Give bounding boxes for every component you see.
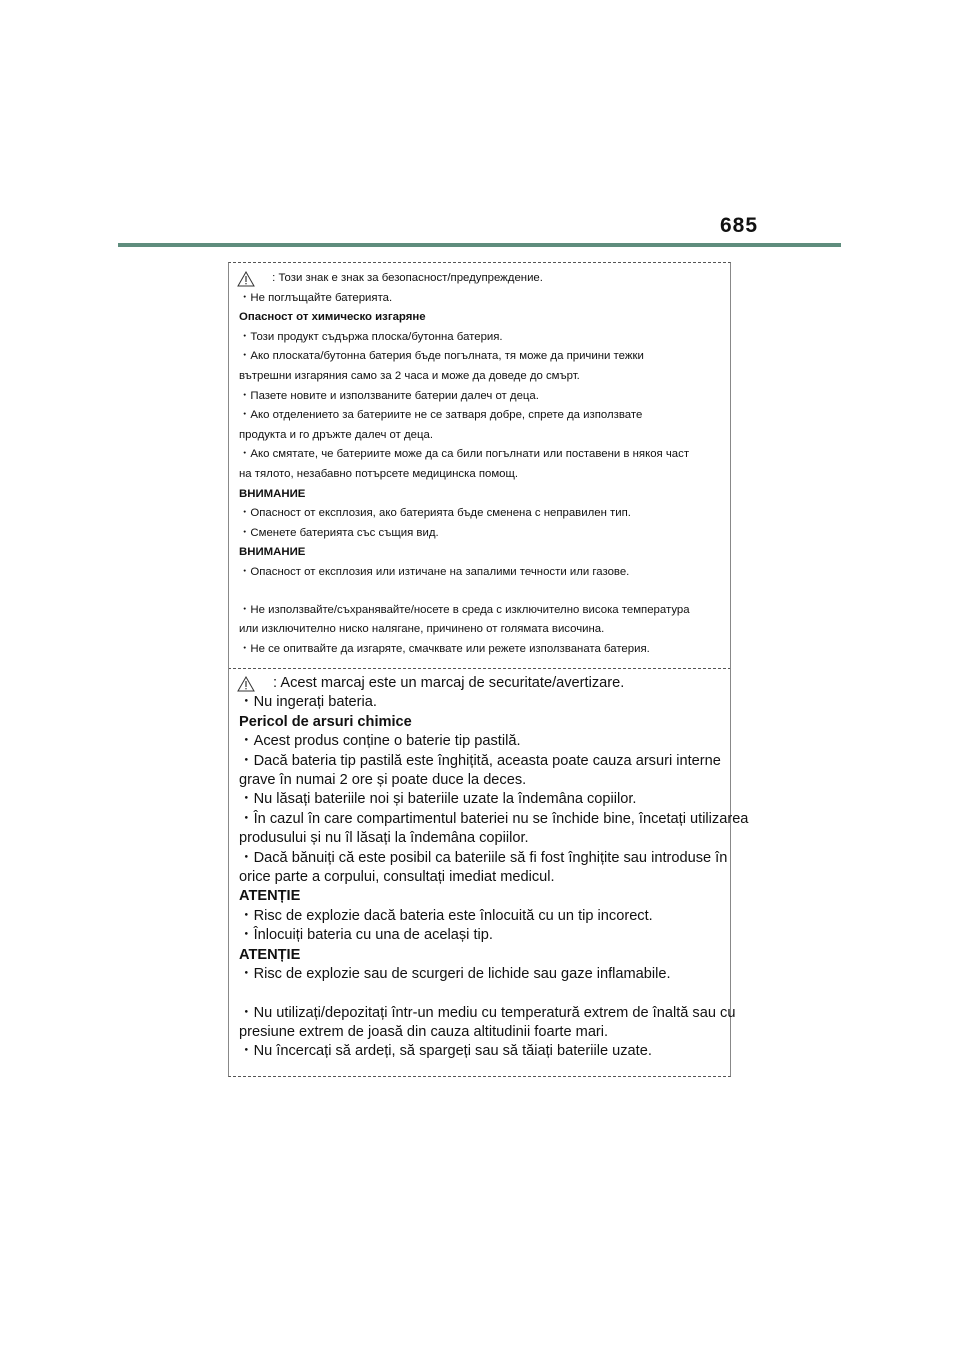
bg-line: или изключително ниско налягане, причинено от голямата височина. — [239, 623, 605, 636]
ro-line: orice parte a corpului, consultați imediat medicul. — [239, 869, 555, 886]
page-number: 685 — [720, 214, 759, 237]
ro-heading: ATENȚIE — [239, 946, 301, 963]
ro-spacer — [239, 985, 720, 1004]
bg-spacer — [239, 583, 720, 601]
bg-line: вътрешни изгаряния само за 2 часа и може да доведе до смърт. — [239, 369, 580, 382]
ro-heading: ATENȚIE — [239, 888, 301, 905]
ro-line: ・Dacă bănuiți că este posibil ca bateriile să fi fost înghițite sau introduse în — [239, 849, 728, 866]
bg-line: ・Не се опитвайте да изгаряте, смачквате или режете използваната батерия. — [239, 642, 650, 655]
bg-line: ・Опасност от експлозия или изтичане на запалими течности или газове. — [239, 565, 630, 578]
romanian-safety-notice — [228, 668, 749, 1077]
ro-line: presiune extrem de joasă din cauza altitudinii foarte mari. — [239, 1023, 609, 1040]
bg-line: ・Ако плоската/бутонна батерия бъде погълната, тя може да причини тежки — [239, 350, 644, 363]
ro-line: produsului și nu îl lăsați la îndemâna copiilor. — [239, 830, 529, 847]
ro-line: ・Nu încercați să ardeți, să spargeți sau să tăiați bateriile uzate. — [239, 1043, 652, 1060]
ro-line: ・Acest produs conține o baterie tip pastilă. — [239, 733, 521, 750]
bg-line: ・Сменете батерията със същия вид. — [239, 526, 439, 539]
ro-line: ・Dacă bateria tip pastilă este înghițită, aceasta poate cauza arsuri interne — [239, 752, 721, 769]
ro-line: ・Nu lăsați bateriile noi și bateriile uzate la îndemâna copiilor. — [239, 791, 637, 808]
bg-line: продукта и го дръжте далеч от деца. — [239, 428, 434, 441]
bulgarian-warning-line — [239, 269, 720, 289]
bg-line: ・Ако отделението за батериите не се затваря добре, спрете да използвате — [239, 409, 643, 422]
bg-line: ・Пазете новите и използваните батерии далеч от деца. — [239, 389, 539, 402]
bg-line: ・Опасност от експлозия, ако батерията бъде сменена с неправилен тип. — [239, 507, 631, 520]
bg-heading: Опасност от химическо изгаряне — [239, 311, 426, 324]
bg-line: ・Не използвайте/съхранявайте/носете в среда с изключително висока температура — [239, 603, 690, 616]
romanian-warning-label: : Acest marcaj este un marcaj de securitate/avertizare. — [269, 675, 625, 691]
bg-heading: ВНИМАНИЕ — [239, 546, 306, 559]
warning-triangle-icon — [237, 676, 255, 692]
romanian-warning-line — [239, 674, 720, 693]
bg-line: ・Не поглъщайте батерията. — [239, 291, 393, 304]
header-rule — [118, 243, 841, 247]
bg-line: на тялото, незабавно потърсете медицинска помощ. — [239, 467, 519, 480]
bg-line: ・Този продукт съдържа плоска/бутонна батерия. — [239, 330, 503, 343]
ro-heading: Pericol de arsuri chimice — [239, 713, 412, 730]
ro-line: ・Risc de explozie sau de scurgeri de lichide sau gaze inflamabile. — [239, 966, 671, 983]
ro-line: ・În cazul în care compartimentul bateriei nu se închide bine, încetați utilizarea — [239, 810, 749, 827]
ro-line: grave în numai 2 ore și poate duce la deces. — [239, 772, 527, 789]
ro-line: ・Nu ingerați bateria. — [239, 694, 377, 711]
bg-line: ・Ако смятате, че батериите може да са били погълнати или поставени в някоя част — [239, 448, 690, 461]
bulgarian-warning-label: : Този знак е знак за безопасност/предупреждение. — [269, 272, 543, 284]
ro-line: ・Înlocuiți bateria cu una de același tip. — [239, 927, 493, 944]
ro-line: ・Risc de explozie dacă bateria este înlocuită cu un tip incorect. — [239, 907, 653, 924]
bulgarian-safety-notice — [228, 262, 731, 669]
ro-line: ・Nu utilizați/depozitați într-un mediu cu temperatură extrem de înaltă sau cu — [239, 1004, 736, 1021]
warning-triangle-icon — [237, 271, 255, 287]
bg-heading: ВНИМАНИЕ — [239, 487, 306, 500]
